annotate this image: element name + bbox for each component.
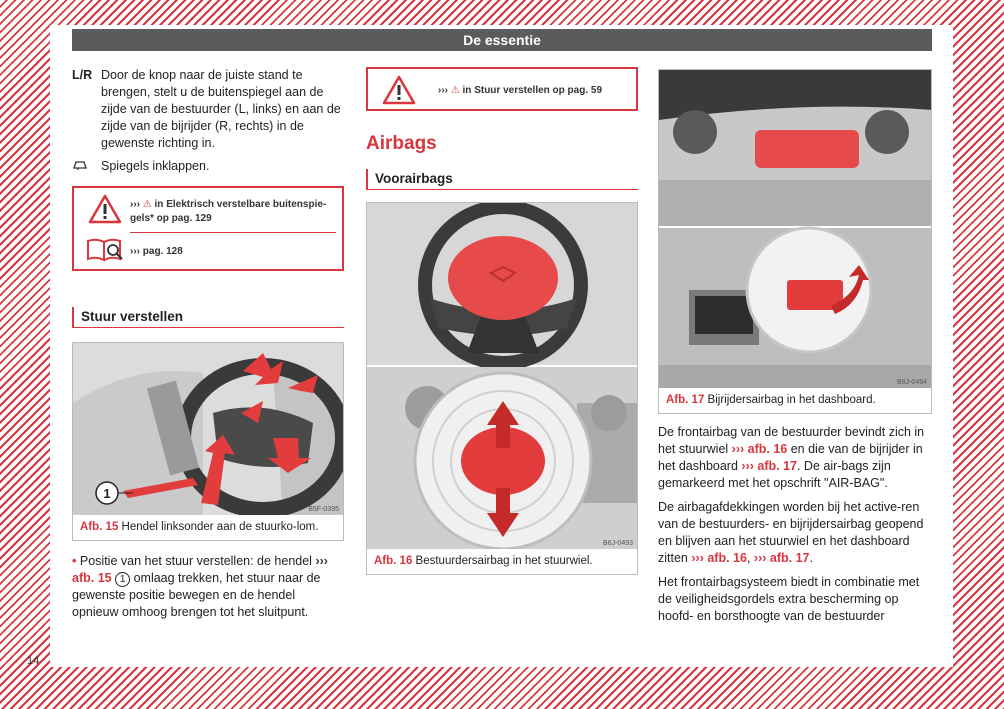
lr-instruction bbox=[72, 67, 344, 152]
figure-15-image bbox=[73, 343, 343, 515]
figure-16-label: Afb. 16 bbox=[374, 555, 413, 567]
warning-box-mirrors bbox=[72, 186, 344, 271]
figure-15 bbox=[72, 342, 344, 541]
ref-afb-15[interactable]: afb. 15 bbox=[72, 571, 112, 585]
position-text-2: omlaag trekken, het stuur naar de gewenste positie bewegen en de hendel opnieuw omhoog brengen tot het sluitpunt. bbox=[72, 571, 321, 619]
callout-1: 1 bbox=[115, 572, 130, 587]
p1-text-b: en die van de bijrijder in het dashboard bbox=[658, 442, 923, 473]
systeem-paragraph: Het frontairbagsysteem biedt in combinatie met de veiligheidsgordels extra bescherming op hoofd- en borsthoogte van de bestuurder bbox=[658, 575, 920, 623]
p1-text-a: De frontairbag van de bestuurder bevindt zich in het stuurwiel bbox=[658, 425, 925, 456]
ref-arrows: ››› bbox=[130, 199, 140, 210]
bullet: • bbox=[72, 554, 77, 568]
afdekkingen-paragraph bbox=[658, 499, 932, 567]
manual-book-icon bbox=[80, 237, 130, 263]
column-middle bbox=[366, 67, 638, 575]
mirror-fold-text: Spiegels inklappen. bbox=[101, 159, 210, 173]
ref-afb-17[interactable]: ››› afb. 17 bbox=[741, 459, 797, 473]
stuur-heading: Stuur verstellen bbox=[72, 307, 344, 328]
p2-text-a: De airbagafdekkingen worden bij het active-ren van de bestuurders- en bijrijdersairbag geopend en blijven aan het stuurwiel en het dashboard zitten bbox=[658, 500, 924, 565]
p2-end: . bbox=[809, 551, 813, 565]
ref-afb-17[interactable]: ››› afb. 17 bbox=[753, 551, 810, 565]
page-header: De essentie bbox=[72, 29, 932, 51]
figure-15-caption bbox=[73, 515, 343, 540]
figure-16-caption bbox=[367, 549, 637, 574]
figure-17 bbox=[658, 69, 932, 414]
mirror-fold-icon bbox=[72, 158, 101, 174]
figure-17-label: Afb. 17 bbox=[666, 394, 705, 406]
ref-arrows: ››› bbox=[130, 246, 140, 257]
ref-afb-16[interactable]: ››› afb. 16 bbox=[691, 551, 747, 565]
figure-15-label: Afb. 15 bbox=[80, 521, 119, 533]
small-warning-icon: ⚠ bbox=[142, 199, 152, 210]
warning-ref-stuur[interactable]: in Stuur verstellen op pag. 59 bbox=[462, 85, 603, 96]
warning-triangle-icon bbox=[80, 194, 130, 224]
figure-17-caption-text: Bijrijdersairbag in het dashboard. bbox=[707, 394, 876, 406]
position-paragraph bbox=[72, 553, 344, 621]
figure-15-callout: 1 bbox=[103, 486, 111, 501]
figure-16-caption-text: Bestuurdersairbag in het stuurwiel. bbox=[415, 555, 593, 567]
p1-text-c: . De air-bags zijn gemarkeerd met het opschrift "AIR-BAG". bbox=[658, 459, 891, 490]
ref-afb-16[interactable]: ››› afb. 16 bbox=[731, 442, 788, 456]
warning-ref-mirrors[interactable]: in Elektrisch verstelbare buitenspie-gels* op pag. 129 bbox=[130, 199, 327, 224]
column-left bbox=[72, 67, 344, 621]
ref-arrows: ››› bbox=[438, 85, 448, 96]
lr-text: Door de knop naar de juiste stand te brengen, stelt u de buitenspiegel aan de zijde van de bestuurder (L, links) en aan de zijde van de bijrijder (R, rechts) in de gewenste richting in. bbox=[101, 68, 341, 150]
figure-16 bbox=[366, 202, 638, 575]
voorairbags-heading: Voorairbags bbox=[366, 169, 638, 190]
manual-ref[interactable]: pag. 128 bbox=[142, 246, 183, 257]
figure-16-code: B6J-0493 bbox=[603, 540, 633, 547]
position-text-1: Positie van het stuur verstellen: de hendel bbox=[79, 554, 312, 568]
ref-arrows: ››› bbox=[315, 554, 328, 568]
figure-15-caption-text: Hendel linksonder aan de stuurko-lom. bbox=[121, 521, 319, 533]
figure-17-caption bbox=[659, 388, 931, 413]
page-number: 14 bbox=[27, 655, 40, 667]
warning-triangle-icon bbox=[374, 75, 424, 105]
p2-separator: , bbox=[746, 551, 751, 565]
small-warning-icon: ⚠ bbox=[450, 85, 460, 96]
figure-16-image bbox=[367, 203, 637, 549]
warning-box-stuur bbox=[366, 67, 638, 111]
section-title-airbags: Airbags bbox=[366, 133, 437, 154]
mirror-fold-row bbox=[72, 158, 344, 174]
divider bbox=[130, 232, 336, 233]
figure-15-code: B5F-0395 bbox=[308, 506, 339, 513]
figure-17-code: B6J-0494 bbox=[897, 379, 927, 386]
frontairbag-paragraph bbox=[658, 424, 932, 492]
page bbox=[50, 25, 953, 667]
lr-key: L/R bbox=[72, 68, 93, 82]
column-right bbox=[658, 69, 932, 625]
figure-17-image bbox=[659, 70, 931, 388]
